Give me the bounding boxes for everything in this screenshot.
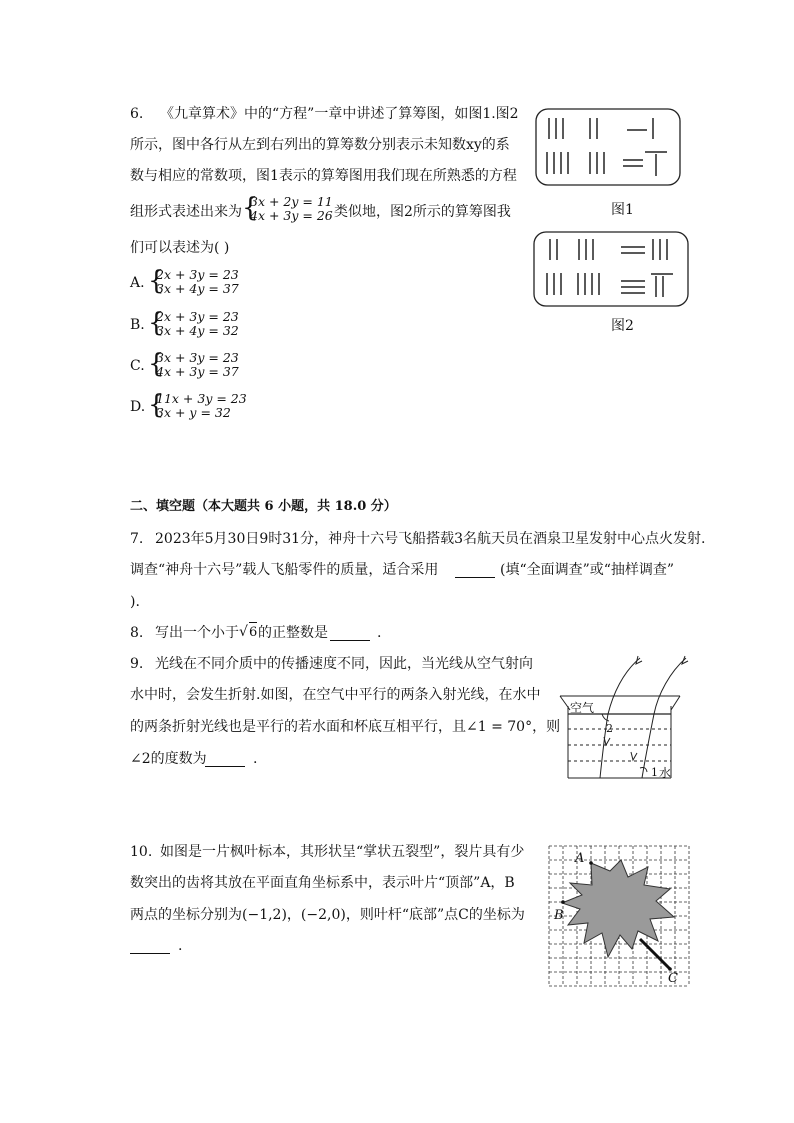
angle-1-label: 1 [651, 766, 658, 779]
option-b-label: B. [130, 317, 145, 333]
q9-number: 9. [130, 656, 144, 672]
option-c-eq2: 4x + 3y = 37 [156, 364, 239, 379]
q7-line3: ). [130, 594, 140, 610]
q8-answer-blank[interactable] [330, 626, 370, 641]
q7-line2-pre: 调查“神舟十六号”载人飞船零件的质量，适合采用 [130, 562, 439, 578]
water-label: 水 [659, 766, 672, 780]
maple-leaf-figure [548, 845, 690, 987]
q10-number: 10. [130, 844, 153, 860]
q8-end: . [377, 625, 382, 641]
q9-line4-end: . [253, 751, 258, 767]
option-b-eq1: 2x + 3y = 23 [156, 309, 239, 324]
q6-line3: 数与相应的常数项，图1表示的算筹图用我们现在所熟悉的方程 [130, 168, 517, 184]
option-d-eq2: 3x + y = 32 [156, 405, 231, 420]
counting-rods-figure-2 [533, 231, 689, 307]
q9-line2: 水中时，会发生折射.如图，在空气中平行的两条入射光线，在水中 [130, 687, 541, 703]
q6-line4-post: 类似地，图2所示的算筹图我 [334, 204, 511, 220]
option-a-system: { 2x + 3y = 23 3x + 4y = 37 [148, 266, 239, 296]
q6-line4-pre: 组形式表述出来为 [130, 204, 242, 220]
section-2-title: 二、填空题（本大题共 6 小题，共 18.0 分） [130, 499, 397, 514]
q9-answer-blank[interactable] [205, 752, 245, 767]
q9-line1: 光线在不同介质中的传播速度不同，因此，当光线从空气射向 [155, 656, 533, 672]
figure-2-caption: 图2 [611, 318, 634, 334]
q10-line3: 两点的坐标分别为(−1,2)，(−2,0)，则叶杆“底部”点C的坐标为 [130, 907, 525, 923]
option-d-eq1: 11x + 3y = 23 [156, 391, 247, 406]
option-a-eq2: 3x + 4y = 37 [156, 281, 239, 296]
option-c-label: C. [130, 358, 145, 374]
q6-given-eq2: 4x + 3y = 26 [250, 208, 333, 223]
refraction-figure [558, 654, 693, 782]
point-c-label: C [668, 971, 678, 986]
option-c-system: { 3x + 3y = 23 4x + 3y = 37 [148, 349, 239, 379]
q8-post: 的正整数是 [258, 625, 328, 641]
sqrt-sign: √ [239, 624, 248, 640]
q7-answer-blank[interactable] [455, 563, 495, 578]
q9-line3: 的两条折射光线也是平行的若水面和杯底互相平行，且∠1 = 70°，则 [130, 719, 561, 735]
q6-given-system: { 3x + 2y = 11 4x + 3y = 26 [242, 193, 333, 223]
option-a-eq1: 2x + 3y = 23 [156, 267, 239, 282]
option-d-label: D. [130, 399, 146, 415]
q10-line1: 如图是一片枫叶标本，其形状呈“掌状五裂型”，裂片具有少 [160, 844, 525, 860]
q7-line1: 2023年5月30日9时31分，神舟十六号飞船搭载3名航天员在酒泉卫星发射中心点火发射. [155, 531, 706, 547]
q6-line2: 所示，图中各行从左到右列出的算筹数分别表示未知数xy的系 [130, 137, 510, 153]
q7-number: 7. [130, 531, 144, 547]
q6-line1: 《九章算术》中的“方程”一章中讲述了算筹图，如图1.图2 [160, 106, 519, 122]
q9-line4-pre: ∠2的度数为 [130, 751, 207, 767]
point-a-label: A [575, 851, 585, 866]
figure-1-caption: 图1 [611, 202, 634, 218]
q10-line2: 数突出的齿将其放在平面直角坐标系中，表示叶片“顶部”A，B [130, 875, 515, 891]
q8-radicand: 6 [249, 622, 257, 643]
option-b-system: { 2x + 3y = 23 3x + 4y = 32 [148, 308, 239, 338]
q6-line5: 们可以表述为( ) [130, 240, 230, 256]
q8-pre: 写出一个小于 [155, 625, 239, 641]
option-c-eq1: 3x + 3y = 23 [156, 350, 239, 365]
angle-2-label: 2 [606, 722, 613, 735]
q6-given-eq1: 3x + 2y = 11 [250, 194, 333, 209]
point-b-label: B [554, 908, 564, 923]
q7-line2-post: (填“全面调查”或“抽样调查” [500, 562, 675, 578]
counting-rods-figure-1 [535, 108, 681, 186]
option-b-eq2: 3x + 4y = 32 [156, 323, 239, 338]
leaf-shape [562, 860, 674, 957]
q6-number: 6. [130, 106, 144, 122]
q10-line4-end: . [178, 938, 183, 954]
q8-number: 8. [130, 625, 144, 641]
option-d-system: { 11x + 3y = 23 3x + y = 32 [148, 390, 247, 420]
q10-answer-blank[interactable] [130, 939, 170, 954]
option-a-label: A. [130, 275, 145, 291]
air-label: 空气 [570, 701, 595, 715]
